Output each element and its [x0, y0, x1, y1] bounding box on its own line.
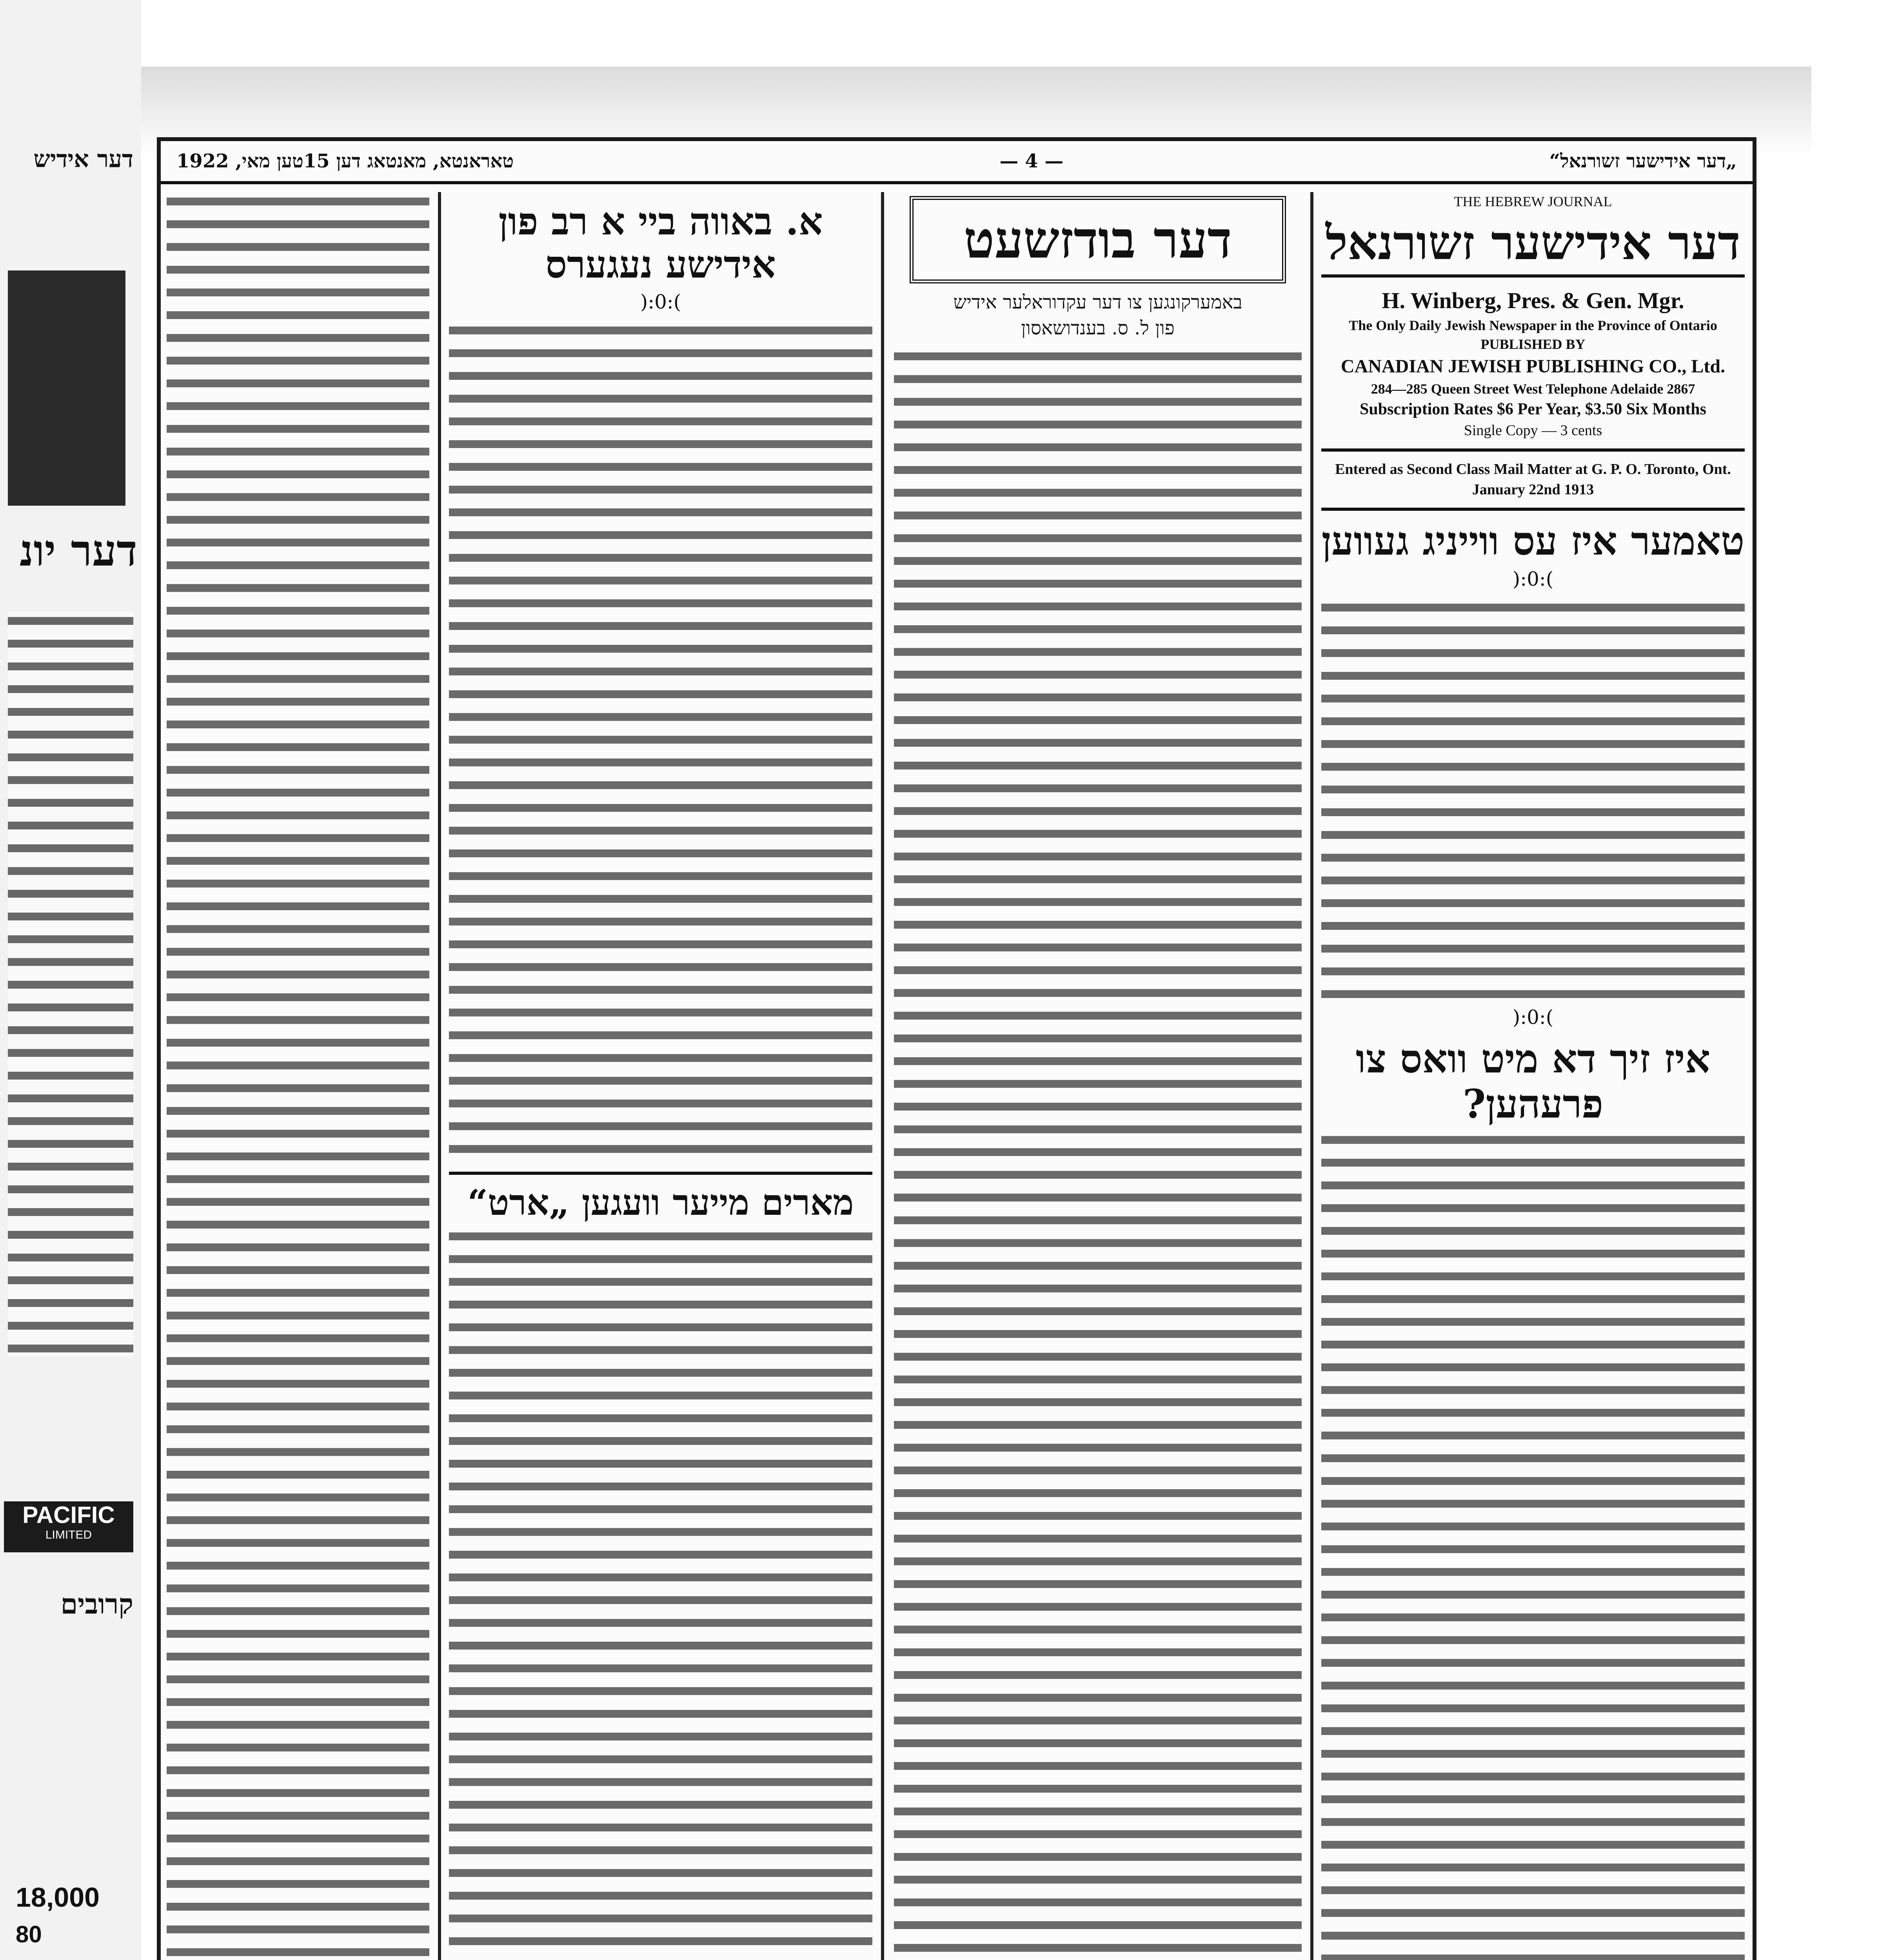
- masthead-date-entered: January 22nd 1913: [1472, 481, 1594, 498]
- masthead-company: CANADIAN JEWISH PUBLISHING CO., Ltd.: [1340, 356, 1726, 377]
- pacific-label: PACIFIC: [22, 1502, 115, 1528]
- pacific-ad: [4, 1501, 133, 1552]
- masthead-rule: [1321, 448, 1745, 452]
- masthead-published-by: PUBLISHED BY: [1480, 336, 1586, 352]
- masthead-publisher: H. Winberg, Pres. & Gen. Mgr.: [1382, 287, 1684, 313]
- budget-body: [894, 347, 1302, 1960]
- strip-count: 18,000: [16, 1882, 100, 1913]
- column-budget: [894, 192, 1302, 1960]
- column-rule-1: [1310, 192, 1313, 1960]
- strip-kroovim: קרובים: [60, 1588, 133, 1620]
- third-column-separator: ):0:(: [640, 290, 681, 313]
- third-column-body: [449, 321, 872, 1164]
- editorial-headline-2: איז זיך דא מיט וואס צו פרעהען?: [1355, 1036, 1711, 1127]
- column-fourth: [167, 192, 429, 1960]
- masthead-address: 284—285 Queen Street West Telephone Adelaide 2867: [1371, 381, 1695, 397]
- pacific-sub: LIMITED: [45, 1528, 92, 1541]
- masthead-title: דער אידישער זשורנאל: [1321, 215, 1745, 278]
- column-masthead: [1321, 192, 1745, 1960]
- editorial-separator-2: ):0:(: [1512, 1006, 1554, 1029]
- column-third: [449, 192, 872, 1960]
- strip-image: [8, 270, 125, 506]
- header-paper-name: „דער אידישער זשורנאל“: [1549, 150, 1737, 172]
- budget-author: פון ל. ס. בענדושאסון: [1021, 317, 1175, 339]
- column-rule-2: [881, 192, 884, 1960]
- masthead-rule-2: [1321, 508, 1745, 511]
- masthead-entered: Entered as Second Class Mail Matter at G. P. O. Toronto, Ont.: [1335, 461, 1731, 478]
- third-column-headline: א. באווה ביי א רב פון אידישע נעגערס: [498, 199, 823, 287]
- header-page-number: — 4 —: [999, 150, 1064, 172]
- strip-count2: 80: [16, 1921, 42, 1947]
- header-date-line: טאראנטא, מאנטאג דען 15טען מאי, 1922: [176, 150, 514, 172]
- page-header: [161, 141, 1753, 184]
- column-rule-3: [438, 192, 441, 1960]
- editorial-headline-1: טאמער איז עס ווייניג געווען: [1321, 518, 1745, 564]
- masthead-rates: Subscription Rates $6 Per Year, $3.50 Six Months: [1360, 400, 1706, 419]
- budget-subtitle: באמערקונגען צו דער עקדוראלער אידיש: [953, 291, 1242, 313]
- budget-box-title: דער בודזשעט: [910, 196, 1286, 283]
- editorial-separator-1: ):0:(: [1512, 568, 1554, 591]
- third-column-bottom-body: [449, 1227, 872, 1960]
- editorial-body-1: [1321, 598, 1745, 1002]
- left-margin-strip: [0, 0, 141, 1960]
- masthead-tagline: The Only Daily Jewish Newspaper in the Province of Ontario: [1349, 317, 1717, 333]
- third-column-bottom-headline: מארים מייער וועגען „ארט“: [467, 1181, 854, 1223]
- newspaper-page: [157, 137, 1756, 1960]
- masthead-single-copy: Single Copy — 3 cents: [1464, 422, 1602, 439]
- strip-side-title: דער יונ: [19, 525, 137, 576]
- masthead-small-en: THE HEBREW JOURNAL: [1454, 194, 1612, 209]
- strip-top-label: דער אידיש: [33, 145, 133, 173]
- strip-text-column: [8, 612, 133, 1356]
- editorial-body-2: [1321, 1131, 1745, 1960]
- fourth-column-body: [167, 192, 429, 1960]
- third-column-divider: [449, 1172, 872, 1175]
